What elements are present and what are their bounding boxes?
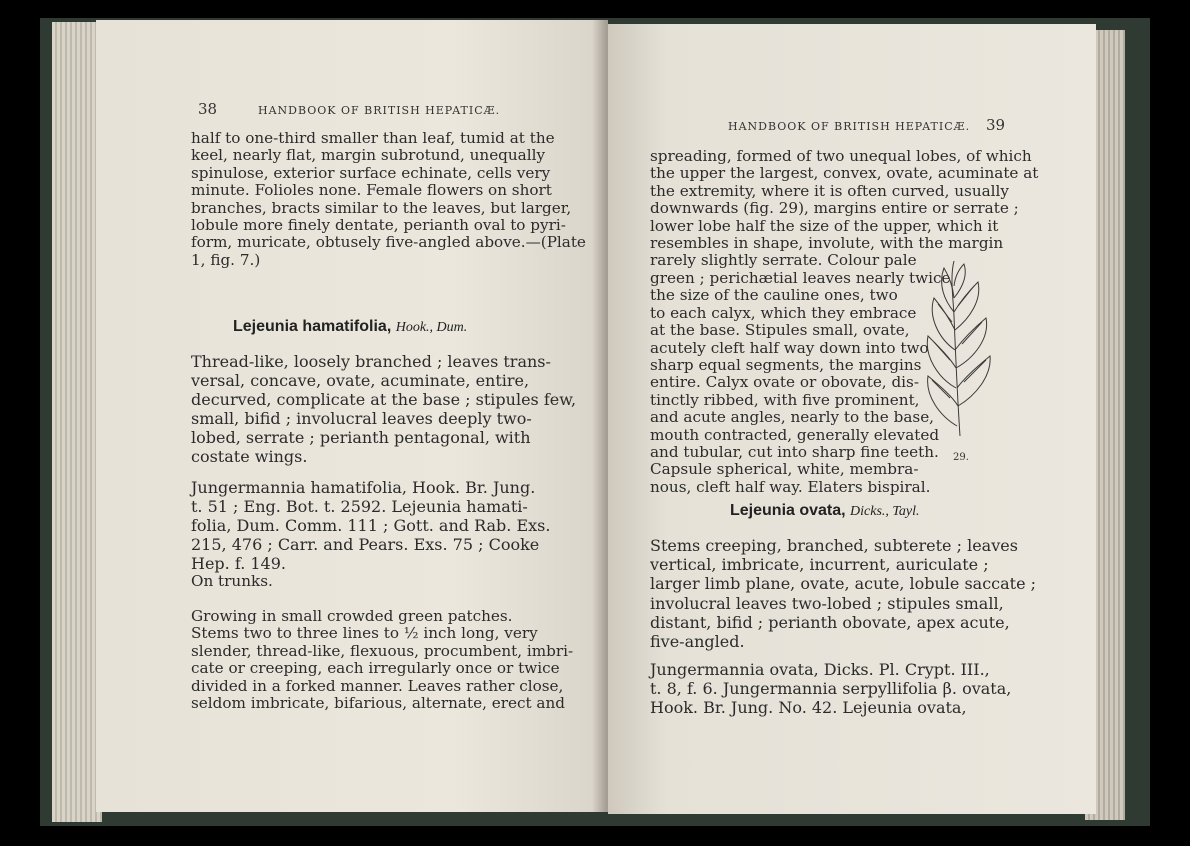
paragraph-continued-narrow — [650, 269, 951, 496]
text-line: divided in a forked manner. Leaves rather close, — [191, 676, 564, 695]
text-line: Hook. Br. Jung. No. 42. Lejeunia ovata, — [650, 698, 967, 718]
species-title: Lejeunia ovata, Dicks., Tayl. — [730, 502, 920, 519]
text-line: slender, thread-like, flexuous, procumbent, imbri- — [191, 641, 574, 660]
text-line: five-angled. — [650, 632, 745, 652]
text-line: seldom imbricate, bifarious, alternate, erect and — [191, 694, 565, 713]
figure-caption: 29. — [953, 452, 969, 463]
text-line: Capsule spherical, white, membra- — [650, 460, 919, 479]
text-line: downwards (fig. 29), margins entire or serrate ; — [650, 199, 1019, 218]
text-line: tinctly ribbed, with five prominent, — [650, 390, 920, 409]
leaf-figure-illustration — [920, 256, 1000, 446]
text-line: versal, concave, ovate, acuminate, entire, — [191, 371, 530, 390]
text-line: nous, cleft half way. Elaters bispiral. — [650, 477, 931, 496]
text-line: Thread-like, loosely branched ; leaves trans- — [191, 352, 551, 371]
text-line: lobule more finely dentate, perianth oval to pyri- — [191, 216, 566, 235]
text-line: spinulose, exterior surface echinate, cells very — [191, 163, 551, 182]
text-line: vertical, imbricate, incurrent, auriculate ; — [650, 555, 989, 575]
running-header: HANDBOOK OF BRITISH HEPATICÆ. — [728, 120, 971, 133]
text-line: 1, fig. 7.) — [191, 250, 261, 269]
text-line: folia, Dum. Comm. 111 ; Gott. and Rab. Exs. — [191, 516, 551, 535]
text-line: the upper the largest, convex, ovate, acuminate at — [650, 164, 1039, 183]
text-line: branches, bracts similar to the leaves, but larger, — [191, 198, 572, 217]
paragraph-continued — [191, 129, 586, 269]
text-line: 215, 476 ; Carr. and Pears. Exs. 75 ; Cooke — [191, 535, 540, 554]
text-line: form, muricate, obtusely five-angled above.—(Plate — [191, 233, 586, 252]
text-line: spreading, formed of two unequal lobes, of which — [650, 147, 1032, 165]
text-line: rarely slightly serrate. Colour pale — [650, 251, 917, 270]
text-line: lobed, serrate ; perianth pentagonal, with — [191, 428, 531, 447]
text-line: distant, bifid ; perianth obovate, apex acute, — [650, 612, 1010, 632]
text-line: acutely cleft half way down into two — [650, 338, 929, 357]
text-line: the extremity, where it is often curved, usually — [650, 181, 1009, 200]
page-number: 39 — [986, 116, 1006, 134]
text-line: cate or creeping, each irregularly once or twice — [191, 659, 560, 678]
page-number: 38 — [198, 100, 218, 118]
growth-description — [191, 607, 574, 713]
text-line: t. 51 ; Eng. Bot. t. 2592. Lejeunia hamati- — [191, 497, 528, 516]
text-line: green ; perichætial leaves nearly twice — [650, 269, 951, 287]
right-page — [608, 24, 1096, 814]
text-line: minute. Folioles none. Female flowers on short — [191, 181, 552, 200]
synonymy — [191, 478, 557, 573]
text-line: Hep. f. 149. — [191, 554, 286, 573]
text-line: the size of the cauline ones, two — [650, 286, 898, 305]
text-line: entire. Calyx ovate or obovate, dis- — [650, 373, 919, 392]
left-page-edges — [52, 22, 102, 822]
habitat: On trunks. — [191, 572, 273, 590]
synonymy — [650, 660, 1012, 718]
text-line: and tubular, cut into sharp fine teeth. — [650, 443, 939, 462]
text-line: larger limb plane, ovate, acute, lobule saccate ; — [650, 574, 1037, 594]
text-line: mouth contracted, generally elevated — [650, 425, 940, 444]
species-description — [191, 352, 577, 466]
text-line: Jungermannia ovata, Dicks. Pl. Crypt. III., — [650, 660, 990, 679]
text-line: Stems creeping, branched, subterete ; leaves — [650, 536, 1018, 555]
text-line: sharp equal segments, the margins — [650, 356, 922, 375]
text-line: and acute angles, nearly to the base, — [650, 408, 935, 427]
text-line: at the base. Stipules small, ovate, — [650, 321, 910, 340]
running-header: HANDBOOK OF BRITISH HEPATICÆ. — [258, 104, 501, 117]
text-line: resembles in shape, involute, with the margin — [650, 234, 1004, 253]
text-line: Stems two to three lines to ½ inch long, very — [191, 624, 538, 643]
species-description — [650, 536, 1037, 652]
text-line: Growing in small crowded green patches. — [191, 607, 513, 625]
text-line: lower lobe half the size of the upper, which it — [650, 216, 999, 235]
paragraph-continued — [650, 147, 1039, 270]
text-line: Jungermannia hamatifolia, Hook. Br. Jung. — [191, 478, 536, 497]
text-line: keel, nearly flat, margin subrotund, unequally — [191, 146, 546, 165]
text-line: costate wings. — [191, 447, 308, 466]
text-line: decurved, complicate at the base ; stipules few, — [191, 390, 577, 409]
text-line: to each calyx, which they embrace — [650, 303, 917, 322]
text-line: small, bifid ; involucral leaves deeply two- — [191, 409, 532, 428]
species-title: Lejeunia hamatifolia, Hook., Dum. — [233, 318, 468, 335]
left-page — [96, 20, 608, 812]
text-line: t. 8, f. 6. Jungermannia serpyllifolia β. ovata, — [650, 679, 1012, 699]
text-line: half to one-third smaller than leaf, tumid at the — [191, 129, 555, 147]
text-line: involucral leaves two-lobed ; stipules small, — [650, 593, 1004, 613]
